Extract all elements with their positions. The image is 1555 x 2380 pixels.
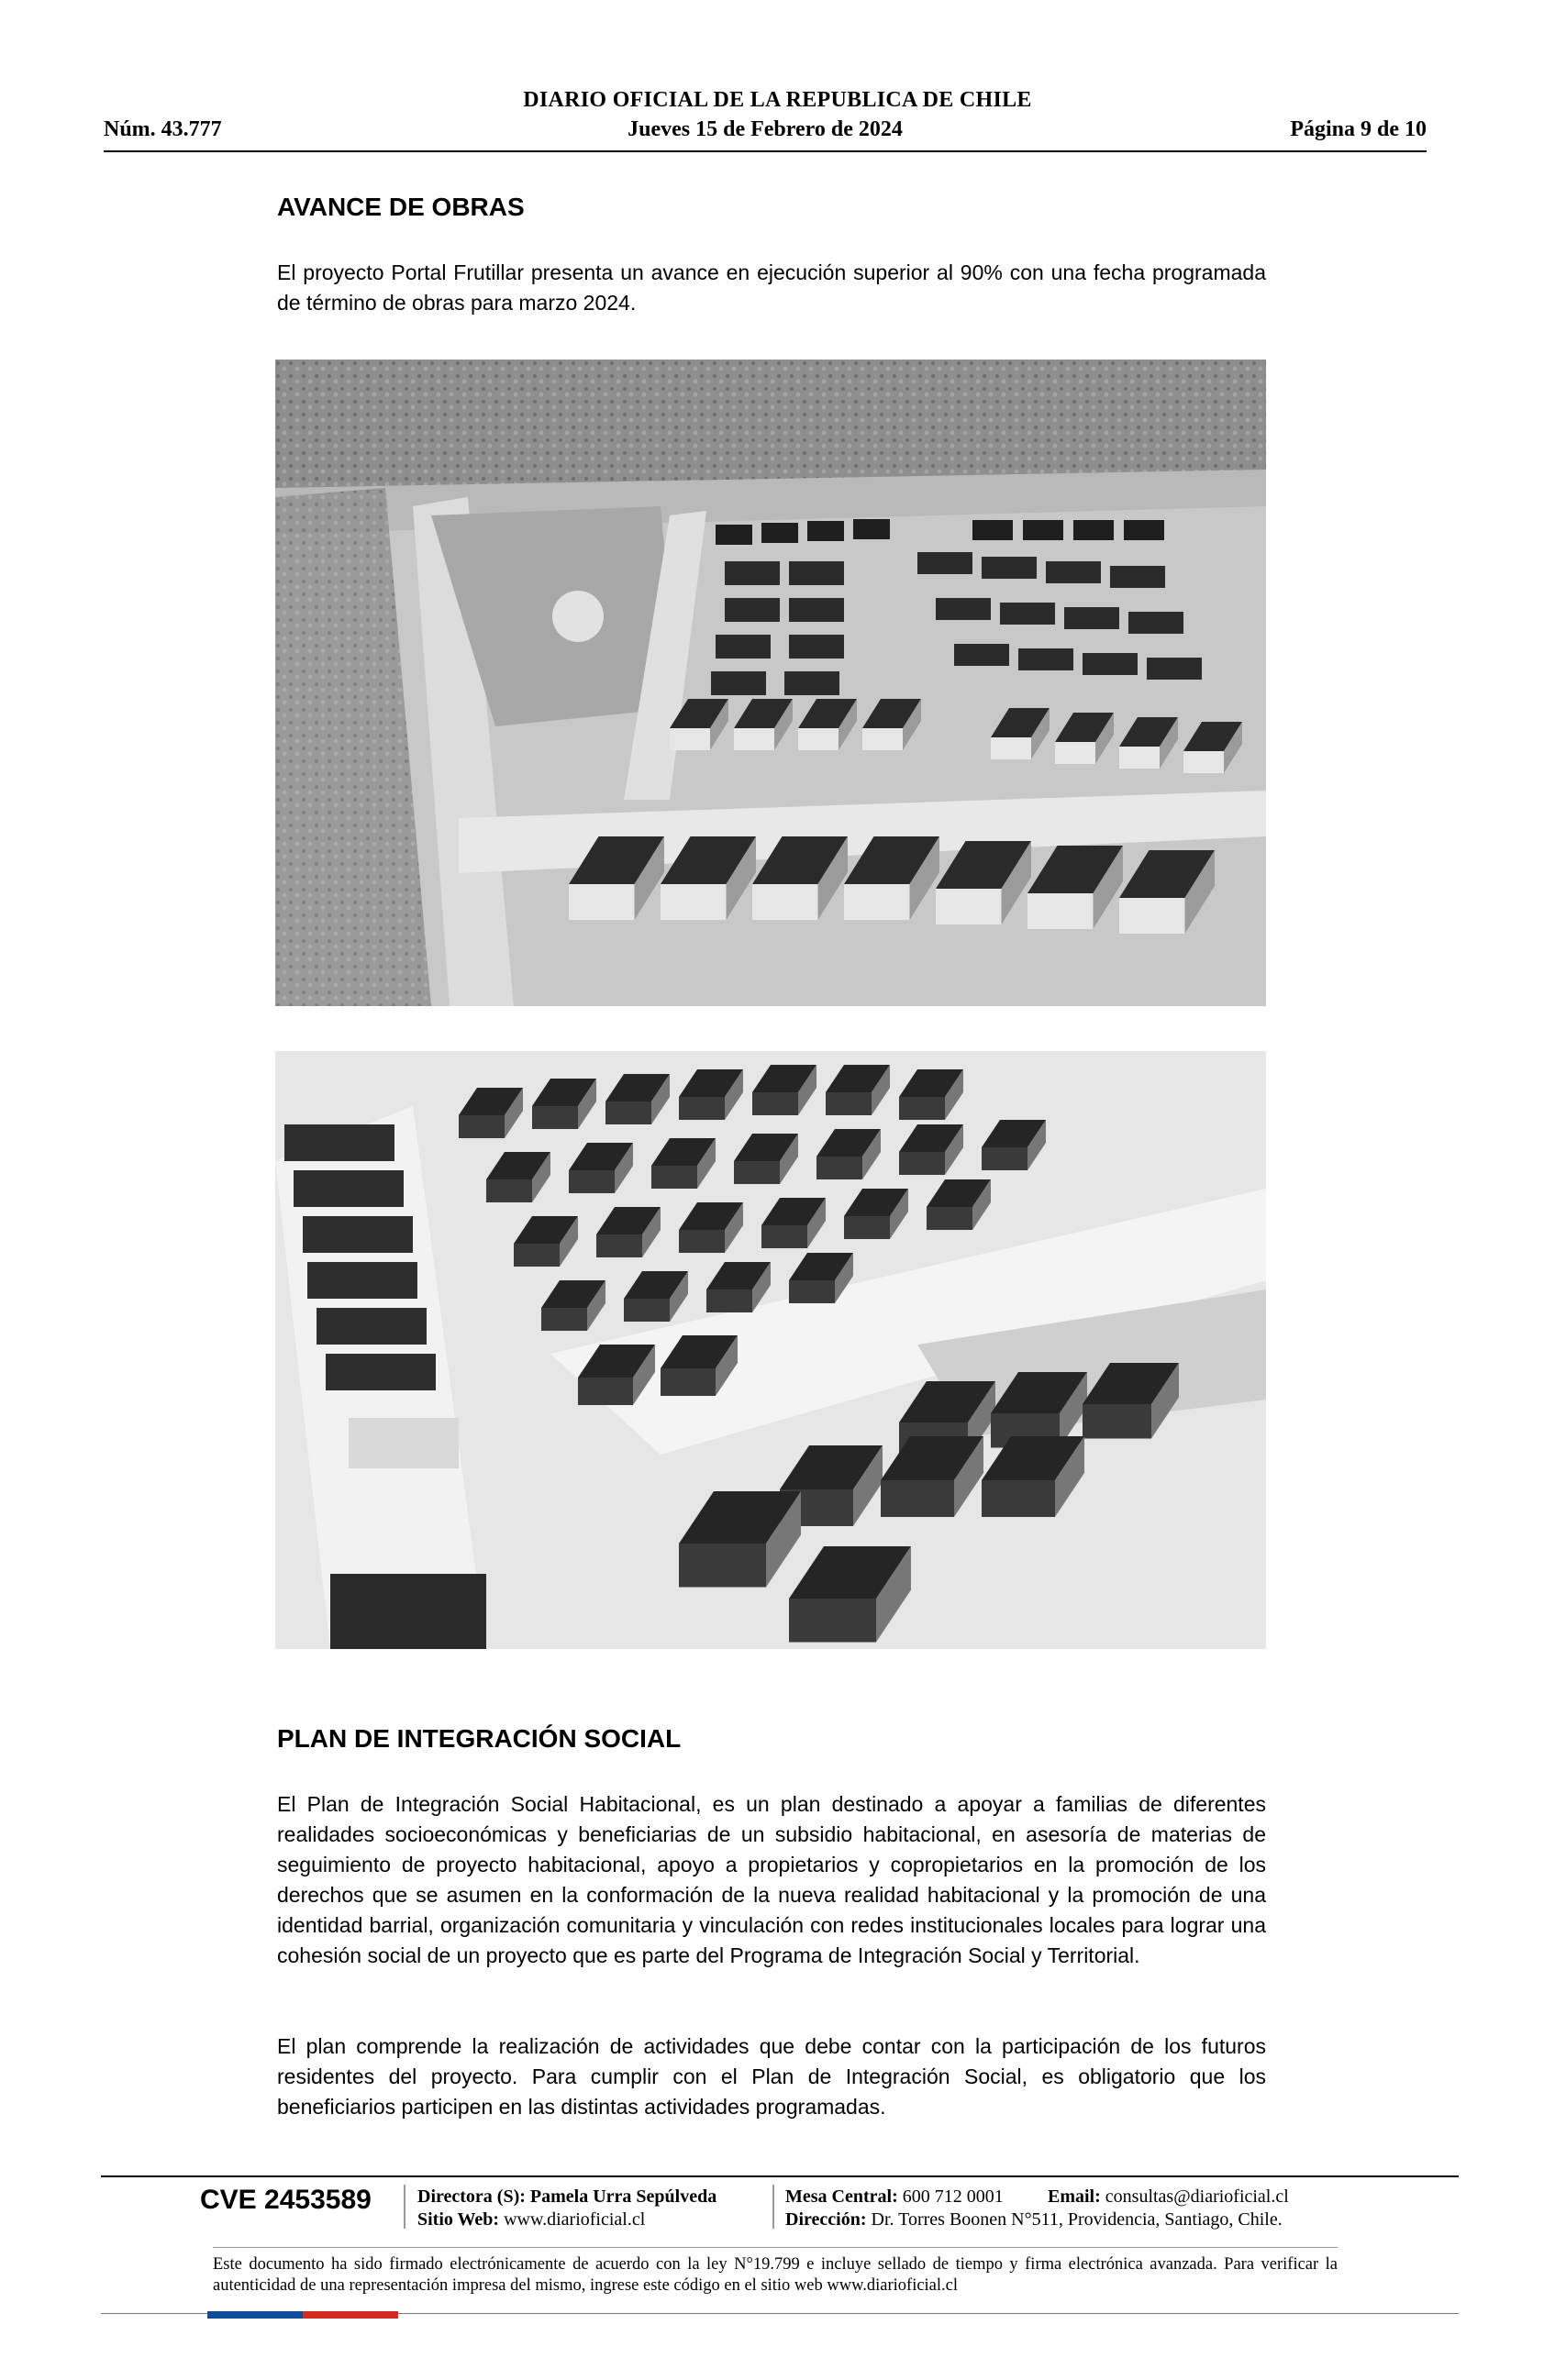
address-label: Dirección:: [785, 2209, 867, 2230]
header-divider: [104, 150, 1427, 152]
website-link[interactable]: www.diarioficial.cl: [504, 2209, 646, 2230]
address-line: [785, 2208, 1283, 2231]
section-title-avance: AVANCE DE OBRAS: [277, 193, 525, 221]
cve-code: CVE 2453589: [200, 2185, 372, 2215]
chile-flag-stripe: [207, 2311, 398, 2319]
page-number: Página 9 de 10: [1290, 117, 1427, 141]
integracion-paragraph-2: El plan comprende la realización de actividades que debe contar con la participación de los futuros residentes del proyecto. Para cumplir con el Plan de Integración Social, es obligatorio que los beneficiarios participen en las distintas actividades programadas.: [277, 2034, 1266, 2119]
footer-top-rule: [101, 2175, 1459, 2177]
director-label: Directora (S):: [417, 2186, 526, 2207]
website-label: Sitio Web:: [417, 2209, 500, 2230]
avance-paragraph: El proyecto Portal Frutillar presenta un avance en ejecución superior al 90% con una fecha programada de término de obras para marzo 2024.: [277, 260, 1266, 315]
issue-date: Jueves 15 de Febrero de 2024: [628, 117, 903, 141]
phone-value: 600 712 0001: [902, 2186, 1004, 2207]
aerial-photo-1: [275, 360, 1266, 1006]
section-title-integracion: PLAN DE INTEGRACIÓN SOCIAL: [277, 1724, 682, 1753]
director-line: [417, 2186, 716, 2208]
address-value: Dr. Torres Boonen N°511, Providencia, Santiago, Chile.: [871, 2209, 1283, 2230]
footer-separator: [404, 2185, 405, 2229]
phone-line: [785, 2186, 1004, 2208]
flag-red-segment: [303, 2311, 398, 2319]
issue-number: Núm. 43.777: [104, 117, 222, 141]
aerial-photo-2: [275, 1051, 1266, 1649]
legal-notice: Este documento ha sido firmado electrónicamente de acuerdo con la ley N°19.799 e incluye sellado de tiempo y firma electrónica avanzada. Para verificar la autenticidad de una representación impresa del mismo, ingrese este código en el sitio web www.diarioficial.cl: [213, 2255, 1338, 2295]
publication-title: DIARIO OFICIAL DE LA REPUBLICA DE CHILE: [523, 88, 1032, 112]
email-line: [1048, 2186, 1289, 2208]
integracion-paragraph-1: El Plan de Integración Social Habitacional, es un plan destinado a apoyar a familias de diferentes realidades socioeconómicas y beneficiarias de un subsidio habitacional, en asesoría de materias de seguimiento de proyecto habitacional, apoyo a propietarios y copropietarios en la promoción de los derechos que se asumen en la conformación de la nueva realidad habitacional y la promoción de una identidad barrial, organización comunitaria y vinculación con redes institucionales locales para lograr una cohesión social de un proyecto que es parte del Programa de Integración Social y Territorial.: [277, 1792, 1266, 1967]
flag-blue-segment: [207, 2311, 303, 2319]
director-name: Pamela Urra Sepúlveda: [529, 2186, 717, 2207]
footer-separator: [772, 2185, 774, 2229]
phone-label: Mesa Central:: [785, 2186, 898, 2207]
email-label: Email:: [1048, 2186, 1101, 2207]
email-link[interactable]: consultas@diarioficial.cl: [1105, 2186, 1289, 2207]
website-line: [417, 2208, 645, 2231]
footer-inner-rule: [213, 2247, 1338, 2248]
